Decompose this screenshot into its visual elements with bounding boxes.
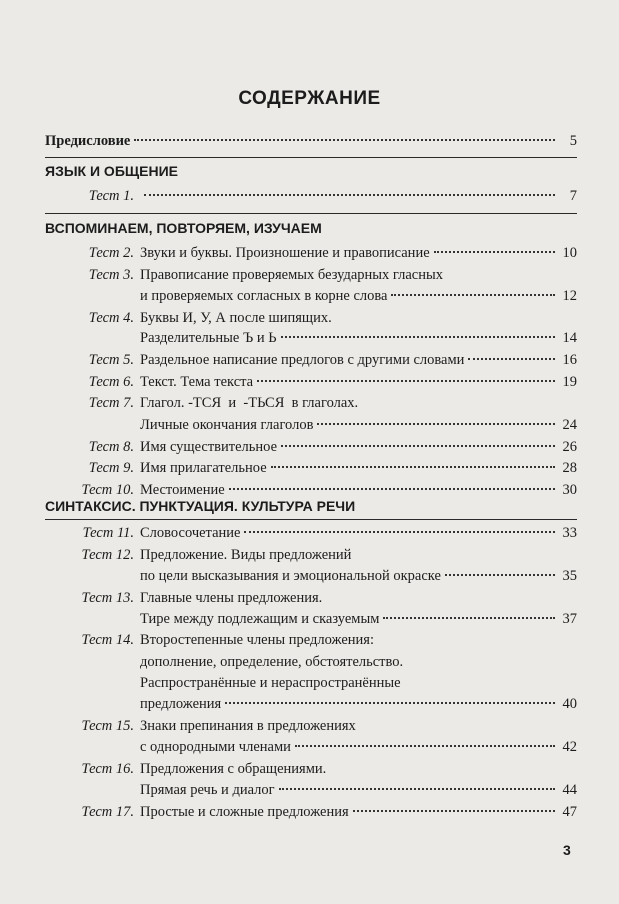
toc-entry-text: Второстепенные члены предложения:: [140, 632, 374, 648]
toc-line: [140, 393, 577, 413]
toc-line: [140, 588, 577, 608]
toc-entry[interactable]: [0, 759, 619, 779]
toc-entry-text: Имя прилагательное: [140, 460, 267, 476]
toc-entry-continued[interactable]: [0, 328, 619, 348]
toc-line: [140, 243, 577, 263]
test-number: Тест 12.: [81, 547, 134, 563]
leader-dots: [225, 702, 555, 704]
toc-entry-text: Имя существительное: [140, 439, 278, 455]
toc-entry-continued[interactable]: [0, 694, 619, 714]
toc-entry-text: Главные члены предложения.: [140, 590, 323, 606]
toc-entry-text: Предисловие: [45, 133, 131, 149]
test-number: Тест 7.: [88, 395, 134, 411]
toc-page-number: 33: [562, 525, 577, 541]
toc-entry[interactable]: [0, 186, 619, 206]
leader-dots: [229, 488, 555, 490]
toc-page-number: 19: [562, 374, 577, 390]
toc-page-number: 30: [562, 482, 577, 498]
toc-entry-text: Тире между подлежащим и сказуемым: [140, 611, 380, 627]
toc-line: [140, 328, 577, 348]
divider-rule: [45, 157, 577, 158]
toc-entry[interactable]: [0, 480, 619, 500]
leader-dots: [281, 336, 555, 338]
toc-page-number: 40: [562, 696, 577, 712]
leader-dots: [134, 139, 555, 141]
toc-entry[interactable]: [0, 350, 619, 370]
toc-entry-text: Прямая речь и диалог: [140, 782, 275, 798]
test-number: Тест 2.: [88, 245, 134, 261]
toc-entry[interactable]: [0, 630, 619, 650]
toc-entry-text: Раздельное написание предлогов с другими словами: [140, 352, 465, 368]
toc-entry-continued[interactable]: [0, 286, 619, 306]
toc-line: [140, 566, 577, 586]
toc-entry[interactable]: [0, 243, 619, 263]
toc-entry-text: Буквы И, У, А после шипящих.: [140, 310, 332, 326]
leader-dots: [295, 745, 555, 747]
toc-line: [140, 458, 577, 478]
leader-dots: [257, 380, 555, 382]
toc-page-number: 26: [562, 439, 577, 455]
test-number: Тест 14.: [81, 632, 134, 648]
toc-page-number: 7: [569, 188, 577, 204]
toc-line: [140, 545, 577, 565]
test-number: Тест 10.: [81, 482, 134, 498]
toc-entry-text: Местоимение: [140, 482, 225, 498]
leader-dots: [271, 466, 555, 468]
section-heading: ВСПОМИНАЕМ, ПОВТОРЯЕМ, ИЗУЧАЕМ: [45, 220, 322, 236]
toc-entry-continued[interactable]: [0, 780, 619, 800]
test-number: Тест 17.: [81, 804, 134, 820]
toc-line: [140, 780, 577, 800]
section-heading: ЯЗЫК И ОБЩЕНИЕ: [45, 163, 178, 179]
leader-dots: [383, 617, 555, 619]
toc-entry[interactable]: [0, 545, 619, 565]
toc-entry[interactable]: [0, 802, 619, 822]
toc-line: [140, 652, 577, 672]
page-number: 3: [563, 842, 571, 858]
toc-entry[interactable]: [0, 265, 619, 285]
toc-page-number: 5: [569, 133, 577, 149]
toc-entry-text: и проверяемых согласных в корне слова: [140, 288, 388, 304]
toc-page-number: 42: [562, 739, 577, 755]
toc-line: [140, 716, 577, 736]
toc-line: [140, 630, 577, 650]
toc-entry-text: Текст. Тема текста: [140, 374, 254, 390]
leader-dots: [468, 358, 555, 360]
section-heading: СИНТАКСИС. ПУНКТУАЦИЯ. КУЛЬТУРА РЕЧИ: [45, 498, 356, 514]
test-number: Тест 8.: [88, 439, 134, 455]
toc-entry-preface[interactable]: [0, 131, 619, 151]
toc-entry[interactable]: [0, 458, 619, 478]
toc-line: [140, 372, 577, 392]
toc-entry-continued[interactable]: [0, 415, 619, 435]
test-number: Тест 6.: [88, 374, 134, 390]
toc-page-number: 37: [562, 611, 577, 627]
toc-entry-text: дополнение, определение, обстоятельство.: [140, 654, 404, 670]
leader-dots: [279, 788, 555, 790]
toc-line: [140, 802, 577, 822]
toc-entry[interactable]: [0, 716, 619, 736]
toc-entry-text: Простые и сложные предложения: [140, 804, 349, 820]
toc-page-number: 44: [562, 782, 577, 798]
toc-entry-text: с однородными членами: [140, 739, 291, 755]
toc-page-number: 47: [562, 804, 577, 820]
test-number: Тест 4.: [88, 310, 134, 326]
test-number: Тест 5.: [88, 352, 134, 368]
toc-entry-text: по цели высказывания и эмоциональной окраске: [140, 568, 441, 584]
toc-entry-continued[interactable]: [0, 609, 619, 629]
toc-line: [140, 480, 577, 500]
leader-dots: [434, 251, 555, 253]
toc-entry-text: Звуки и буквы. Произношение и правописание: [140, 245, 430, 261]
toc-entry-continued[interactable]: [0, 737, 619, 757]
toc-entry-text: Предложения с обращениями.: [140, 761, 327, 777]
leader-dots: [317, 423, 555, 425]
toc-line: [140, 308, 577, 328]
toc-entry-text: Правописание проверяемых безударных гласных: [140, 267, 443, 283]
toc-line: [140, 673, 577, 693]
toc-entry[interactable]: [0, 588, 619, 608]
toc-entry-text: Глагол. -ТСЯ и -ТЬСЯ в глаголах.: [140, 395, 359, 411]
test-number: Тест 13.: [81, 590, 134, 606]
toc-line: [140, 186, 577, 206]
toc-entry-text: Знаки препинания в предложениях: [140, 718, 356, 734]
test-number: Тест 3.: [88, 267, 134, 283]
toc-entry-continued[interactable]: [0, 673, 619, 693]
toc-line: [140, 609, 577, 629]
leader-dots: [144, 194, 555, 196]
toc-entry[interactable]: [0, 308, 619, 328]
toc-page-number: 16: [562, 352, 577, 368]
toc-line: [140, 265, 577, 285]
toc-entry-text: Личные окончания глаголов: [140, 417, 314, 433]
toc-page-number: 28: [562, 460, 577, 476]
leader-dots: [281, 445, 555, 447]
toc-entry[interactable]: [0, 372, 619, 392]
toc-page-number: 24: [562, 417, 577, 433]
test-number: Тест 16.: [81, 761, 134, 777]
toc-line: [140, 286, 577, 306]
toc-line: [140, 737, 577, 757]
leader-dots: [391, 294, 555, 296]
toc-line: [140, 437, 577, 457]
toc-entry-text: Разделительные Ъ и Ь: [140, 330, 277, 346]
test-number: Тест 15.: [81, 718, 134, 734]
divider-rule: [45, 519, 577, 520]
toc-page-number: 10: [562, 245, 577, 261]
toc-page-number: 12: [562, 288, 577, 304]
toc-line: [140, 415, 577, 435]
page-title: СОДЕРЖАНИЕ: [238, 88, 381, 109]
toc-entry-text: Словосочетание: [140, 525, 241, 541]
leader-dots: [244, 531, 555, 533]
toc-entry[interactable]: [0, 437, 619, 457]
toc-entry[interactable]: [0, 523, 619, 543]
divider-rule: [45, 213, 577, 214]
toc-line: [140, 694, 577, 714]
toc-entry[interactable]: [0, 393, 619, 413]
leader-dots: [445, 574, 555, 576]
toc-line: [140, 759, 577, 779]
test-number: Тест 11.: [82, 525, 134, 541]
toc-entry-text: Предложение. Виды предложений: [140, 547, 352, 563]
test-number: Тест 1.: [88, 188, 134, 204]
toc-entry-text: предложения: [140, 696, 222, 712]
toc-entry-continued[interactable]: [0, 652, 619, 672]
toc-page-number: 14: [562, 330, 577, 346]
toc-entry-continued[interactable]: [0, 566, 619, 586]
toc-page-number: 35: [562, 568, 577, 584]
toc-entry-text: Распространённые и нераспространённые: [140, 675, 401, 691]
toc-line: [140, 523, 577, 543]
toc-line: [140, 350, 577, 370]
toc-line: [45, 131, 577, 151]
test-number: Тест 9.: [88, 460, 134, 476]
leader-dots: [353, 810, 555, 812]
